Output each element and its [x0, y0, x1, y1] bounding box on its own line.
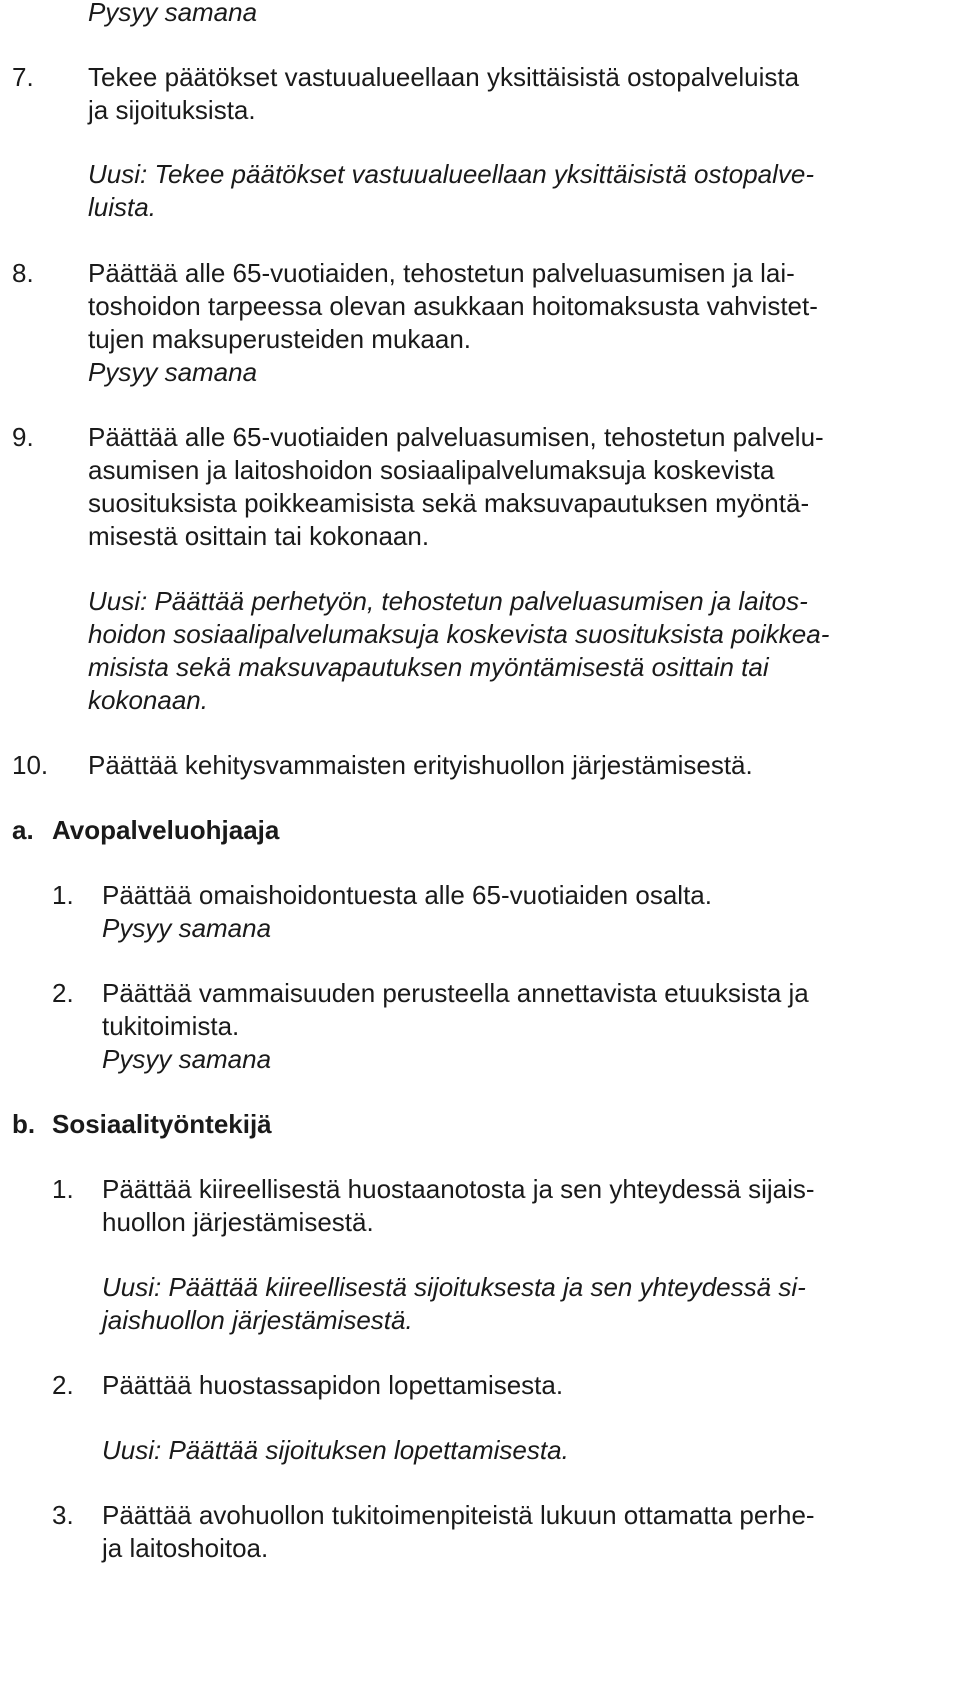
item-text-line: tujen maksuperusteiden mukaan. — [88, 324, 472, 354]
item-number: 1. — [52, 1174, 74, 1204]
item-text-line: huollon järjestämisestä. — [102, 1207, 374, 1237]
new-text-line: kokonaan. — [88, 685, 208, 715]
item-number: 3. — [52, 1500, 74, 1530]
item-text-line: ja sijoituksista. — [88, 95, 256, 125]
status-unchanged: Pysyy samana — [88, 0, 258, 27]
new-text-line: jaishuollon järjestämisestä. — [102, 1305, 413, 1335]
item-text-line: asumisen ja laitoshoidon sosiaalipalvelumaksuja koskevista — [88, 455, 775, 485]
status-unchanged: Pysyy samana — [88, 357, 258, 387]
item-text-line: Päättää huostassapidon lopettamisesta. — [102, 1370, 564, 1400]
section-letter: b. — [12, 1109, 36, 1139]
section-letter: a. — [12, 815, 34, 845]
item-text-line: Päättää alle 65-vuotiaiden, tehostetun palveluasumisen ja lai- — [88, 258, 795, 288]
item-text-line: ja laitoshoitoa. — [102, 1533, 269, 1563]
item-number: 7. — [12, 62, 34, 92]
new-text-line: misista sekä maksuvapautuksen myöntämisestä osittain tai — [88, 652, 769, 682]
item-text-line: tukitoimista. — [102, 1011, 240, 1041]
item-number: 9. — [12, 422, 34, 452]
section-heading: Avopalveluohjaaja — [52, 815, 280, 845]
item-number: 2. — [52, 1370, 74, 1400]
new-text-line: Uusi: Päättää sijoituksen lopettamisesta. — [102, 1435, 569, 1465]
item-text-line: toshoidon tarpeessa olevan asukkaan hoitomaksusta vahvistet- — [88, 291, 818, 321]
item-text-line: Päättää omaishoidontuesta alle 65-vuotiaiden osalta. — [102, 880, 712, 910]
item-text-line: Päättää kiireellisestä huostaanotosta ja sen yhteydessä sijais- — [102, 1174, 815, 1204]
item-text-line: Tekee päätökset vastuualueellaan yksittäisistä ostopalveluista — [88, 62, 800, 92]
new-text-line: Uusi: Tekee päätökset vastuualueellaan yksittäisistä ostopalve- — [88, 159, 815, 189]
item-number: 8. — [12, 258, 34, 288]
item-number: 1. — [52, 880, 74, 910]
item-text-line: suosituksista poikkeamisista sekä maksuvapautuksen myöntä- — [88, 488, 810, 518]
section-heading: Sosiaalityöntekijä — [52, 1109, 272, 1139]
item-text-line: misestä osittain tai kokonaan. — [88, 521, 430, 551]
item-number: 2. — [52, 978, 74, 1008]
item-number: 10. — [12, 750, 49, 780]
item-text-line: Päättää kehitysvammaisten erityishuollon järjestämisestä. — [88, 750, 753, 780]
new-text-line: Uusi: Päättää kiireellisestä sijoituksesta ja sen yhteydessä si- — [102, 1272, 806, 1302]
new-text-line: luista. — [88, 192, 156, 222]
item-text-line: Päättää vammaisuuden perusteella annettavista etuuksista ja — [102, 978, 809, 1008]
status-unchanged: Pysyy samana — [102, 1044, 272, 1074]
new-text-line: Uusi: Päättää perhetyön, tehostetun palveluasumisen ja laitos- — [88, 586, 808, 616]
status-unchanged: Pysyy samana — [102, 913, 272, 943]
new-text-line: hoidon sosiaalipalvelumaksuja koskevista suosituksista poikkea- — [88, 619, 830, 649]
item-text-line: Päättää avohuollon tukitoimenpiteistä lukuun ottamatta perhe- — [102, 1500, 815, 1530]
item-text-line: Päättää alle 65-vuotiaiden palveluasumisen, tehostetun palvelu- — [88, 422, 824, 452]
